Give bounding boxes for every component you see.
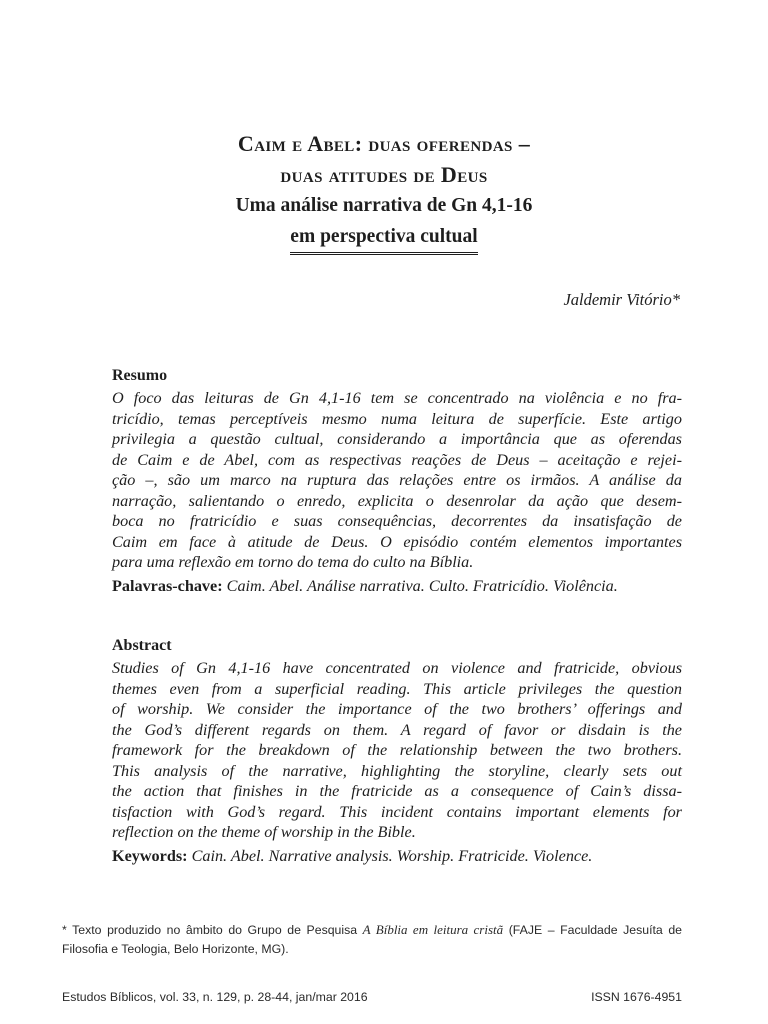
abstract-line: the God’s different regards on them. A regard of favor or disdain is the: [112, 720, 682, 739]
resumo-keywords-text: Caim. Abel. Análise narrativa. Culto. Fratricídio. Violência.: [226, 576, 618, 595]
abstract-line: This analysis of the narrative, highlighting the storyline, clearly sets out: [112, 761, 682, 780]
footnote: [62, 920, 682, 959]
footnote-text-post: (FAJE – Faculdade Jesuíta de: [503, 923, 683, 937]
footnote-text-pre: * Texto produzido no âmbito do Grupo de Pesquisa: [62, 923, 363, 937]
resumo-keywords-label: Palavras-chave:: [112, 576, 223, 595]
resumo-line: privilegia a questão cultual, considerando a importância que as oferendas: [112, 430, 682, 448]
article-subtitle-line-2: [0, 221, 768, 255]
issn-number: ISSN 1676-4951: [591, 990, 682, 1004]
resumo-heading: Resumo: [112, 367, 168, 384]
resumo-keywords: [112, 575, 682, 597]
abstract-line: reflection on the theme of worship in the Bible.: [112, 823, 416, 841]
resumo-section: [112, 365, 682, 597]
abstract-line: tisfaction with God’s regard. This incident contains important elements for: [112, 802, 682, 821]
abstract-keywords-text: Cain. Abel. Narrative analysis. Worship. Fratricide. Violence.: [191, 846, 593, 865]
author-name: Jaldemir Vitório*: [563, 290, 680, 309]
abstract-keywords: [112, 845, 682, 867]
abstract-section: [112, 635, 682, 867]
article-subtitle-underlined: em perspectiva cultual: [290, 225, 477, 255]
resumo-line: boca no fratricídio e suas consequências, decorrentes da insatisfação de: [112, 512, 682, 530]
abstract-line: framework for the breakdown of the relationship between the two brothers.: [112, 741, 682, 759]
resumo-line: narração, salientando o enredo, explicita o desenrolar da ação que desem-: [112, 491, 682, 510]
abstract-line: Studies of Gn 4,1-16 have concentrated on violence and fratricide, obvious: [112, 659, 682, 677]
article-title-line-2: duas atitudes de Deus: [280, 162, 488, 187]
resumo-line: de Caim e de Abel, com as respectivas reações de Deus – aceitação e rejei-: [112, 450, 682, 469]
resumo-body: [112, 388, 682, 573]
abstract-line: the action that finishes in the fratricide as a consequence of Cain’s dissa-: [112, 782, 682, 800]
resumo-line: para uma reflexão em torno do tema do culto na Bíblia.: [112, 553, 474, 571]
abstract-line: themes even from a superficial reading. This article privileges the question: [112, 679, 682, 698]
resumo-line: tricídio, temas perceptíveis mesmo numa leitura de superfície. Este artigo: [112, 409, 682, 428]
article-subtitle-line-1: Uma análise narrativa de Gn 4,1-16: [235, 195, 533, 216]
abstract-body: [112, 658, 682, 843]
resumo-line: O foco das leituras de Gn 4,1-16 tem se concentrado na violência e no fra-: [112, 389, 682, 407]
journal-citation: Estudos Bíblicos, vol. 33, n. 129, p. 28-44, jan/mar 2016: [62, 990, 368, 1004]
abstract-line: of worship. We consider the importance of the two brothers’ offerings and: [112, 700, 682, 718]
footnote-line-2: Filosofia e Teologia, Belo Horizonte, MG).: [62, 942, 289, 956]
footnote-group-name: A Bíblia em leitura cristã: [362, 922, 504, 937]
resumo-line: ção –, são um marco na ruptura das relações entre os irmãos. A análise da: [112, 471, 682, 489]
abstract-keywords-label: Keywords:: [112, 846, 188, 865]
article-title-line-1: Caim e Abel: duas oferendas –: [237, 131, 531, 156]
page-footer: [62, 990, 682, 1004]
footnote-line-1: [62, 920, 682, 940]
article-title-block: [0, 128, 768, 255]
resumo-line: Caim em face à atitude de Deus. O episódio contém elementos importantes: [112, 532, 682, 551]
abstract-heading: Abstract: [112, 637, 172, 654]
